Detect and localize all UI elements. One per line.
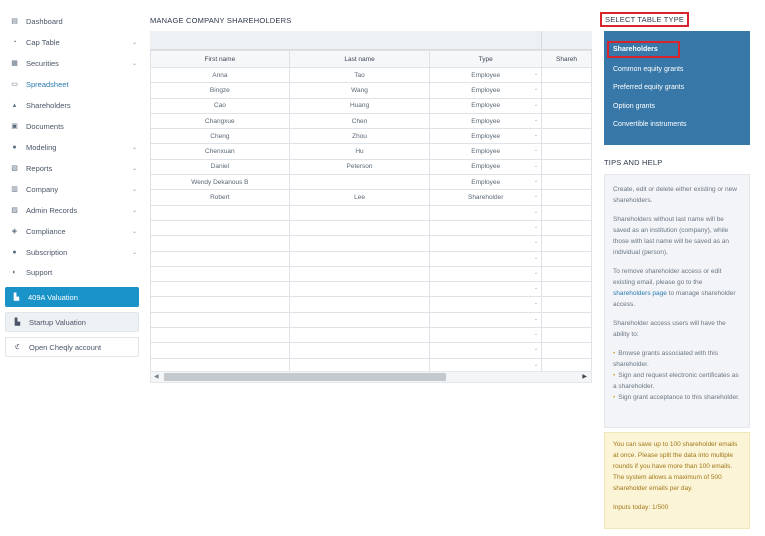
cell-last-name[interactable] [289,205,430,220]
table-row [151,113,592,128]
cell-last-name[interactable] [289,343,430,358]
sidebar-item-label: Subscription [26,247,68,257]
shareholders-grid [150,31,592,384]
table-type-shareholders[interactable]: Shareholders [607,41,680,58]
button-label: Open Cheqly account [29,342,102,352]
shield-icon: ◈ [11,228,18,235]
lightbulb-icon: ● [12,143,17,151]
column-header-type[interactable]: Type [430,51,542,68]
table-row [151,175,592,190]
cell-last-name[interactable] [289,328,430,343]
cell-last-name[interactable]: Peterson [289,159,430,174]
tip-bullet [613,370,741,392]
cell-last-name[interactable] [289,175,430,190]
table-row [151,220,592,235]
chevron-down-icon[interactable]: ⌄ [533,101,539,108]
cell-first-name[interactable] [151,343,290,358]
chevron-down-icon[interactable]: ⌄ [533,86,539,93]
cell-first-name[interactable] [151,282,290,297]
bullet-icon: • [613,394,616,401]
cell-type-select[interactable] [430,220,542,235]
cell-type-select[interactable] [430,251,542,266]
table-row [151,190,592,205]
cell-first-name[interactable] [151,205,290,220]
cell-first-name[interactable]: Anna [151,68,290,83]
sidebar-item-label: Compliance [26,226,66,236]
cell-type-select[interactable] [430,312,542,327]
cell-last-name[interactable]: Huang [289,98,430,113]
sidebar-item-label: Support [26,267,53,277]
cell-shareholder[interactable] [542,236,592,251]
cell-shareholder[interactable] [542,159,592,174]
sidebar-item-subscription[interactable] [0,242,148,262]
cell-first-name[interactable]: Bingze [151,83,290,98]
cell-shareholder[interactable] [542,312,592,327]
cell-last-name[interactable]: Zhou [289,129,430,144]
table-type-option-grants[interactable]: Option grants [613,103,656,110]
note-text: You can save up to 100 shareholder emails at once. Please split the data into multiple rounds if you have more than 100 emails. The system allows a maximum of 500 shareholder emails per day. [613,441,738,492]
cell-first-name[interactable] [151,328,290,343]
cell-shareholder[interactable] [542,98,592,113]
building-icon: ▥ [11,186,18,193]
select-table-type-title: SELECT TABLE TYPE [600,12,689,27]
cell-shareholder[interactable] [542,113,592,128]
cell-type-select[interactable] [430,282,542,297]
sidebar-item-admin-records[interactable] [0,200,148,220]
sidebar-item-documents[interactable] [0,116,148,136]
table-type-convertible-instruments[interactable]: Convertible instruments [613,121,687,128]
bullet-icon: • [613,372,616,379]
tip-bullet [613,348,741,370]
chevron-down-icon: ⌄ [132,207,138,214]
table-row [151,266,592,281]
chevron-down-icon[interactable]: ⌄ [533,116,539,123]
cell-type-value: Shareholder [467,194,504,202]
cell-first-name[interactable] [151,251,290,266]
cell-type-select[interactable] [430,113,542,128]
table-row [151,297,592,312]
chevron-down-icon[interactable]: ⌄ [533,331,539,338]
cell-shareholder[interactable] [542,144,592,159]
table-type-panel [604,31,750,145]
chevron-down-icon[interactable]: ⌄ [533,71,539,77]
chevron-down-icon: ⌄ [132,39,138,46]
records-icon: ▨ [11,207,18,214]
sidebar-item-securities[interactable] [0,53,148,73]
cell-last-name[interactable]: Chen [289,113,430,128]
sidebar-item-label: Cap Table [26,37,60,47]
startup-valuation-button[interactable] [5,312,139,332]
column-header-last-name[interactable]: Last name [289,51,430,68]
cell-first-name[interactable] [151,297,290,312]
cell-type-select[interactable] [430,83,542,98]
button-label: 409A Valuation [28,292,78,302]
sidebar-item-label: Reports [26,163,53,173]
cell-type-select[interactable] [430,328,542,343]
chevron-down-icon[interactable]: ⌄ [533,208,539,215]
chevron-down-icon: ⌄ [132,186,138,193]
open-cheqly-account-button[interactable] [5,337,139,357]
cell-shareholder[interactable] [542,175,592,190]
chevron-down-icon: ⌄ [132,228,138,235]
spreadsheet-icon: ▭ [11,81,18,88]
cell-type-select[interactable] [430,68,542,83]
cell-last-name[interactable] [289,220,430,235]
cell-first-name[interactable]: Robert [151,190,290,205]
table-row [151,68,592,83]
chevron-down-icon[interactable]: ⌄ [533,223,539,230]
cell-last-name[interactable] [289,236,430,251]
cell-shareholder[interactable] [542,343,592,358]
cell-shareholder[interactable] [542,251,592,266]
sidebar-item-label: Modeling [26,142,57,152]
chevron-down-icon[interactable]: ⌄ [533,254,539,261]
table-type-common-equity-grants[interactable]: Common equity grants [613,66,684,73]
cell-type-value: Employee [471,117,501,125]
table-row [151,144,592,159]
chevron-down-icon[interactable]: ⌄ [533,315,539,322]
column-header-first-name[interactable]: First name [151,51,290,68]
sidebar-item-label: Company [26,184,59,194]
chevron-down-icon: ⌄ [132,144,138,151]
chevron-down-icon[interactable]: ⌄ [533,193,539,200]
cell-shareholder[interactable] [542,328,592,343]
report-icon: ▧ [11,165,18,172]
table-header-row [151,51,592,68]
cell-shareholder[interactable] [542,68,592,83]
cell-first-name[interactable] [151,266,290,281]
cell-first-name[interactable]: Cheng [151,129,290,144]
shareholders-table [150,50,592,374]
tip-text-part: To remove shareholder access or edit existing email, please go to the [613,268,722,286]
table-row [151,236,592,251]
cell-last-name[interactable] [289,266,430,281]
tip-text: Create, edit or delete either existing or new shareholders. [613,186,737,204]
table-type-preferred-equity-grants[interactable]: Preferred equity grants [613,84,685,91]
chevron-down-icon[interactable]: ⌄ [533,300,539,307]
cell-shareholder[interactable] [542,129,592,144]
cell-shareholder[interactable] [542,83,592,98]
cell-first-name[interactable] [151,236,290,251]
cell-type-select[interactable] [430,236,542,251]
cell-shareholder[interactable] [542,266,592,281]
scroll-left-icon[interactable]: ◀ [154,374,159,380]
bullet-icon: • [613,350,616,357]
sidebar-item-label: Admin Records [26,205,78,215]
sidebar-item-label: Securities [26,58,59,68]
cell-type-value: Employee [471,86,501,94]
cell-last-name[interactable] [289,312,430,327]
cell-type-value: Employee [471,163,501,171]
cell-first-name[interactable]: Daniel [151,159,290,174]
sidebar-item-shareholders[interactable] [0,95,148,115]
sidebar-item-support[interactable] [0,262,148,282]
table-row [151,129,592,144]
table-row [151,343,592,358]
chevron-down-icon[interactable]: ⌄ [533,132,539,139]
chevron-down-icon: ⌄ [132,249,138,256]
sidebar-item-dashboard[interactable] [0,11,148,31]
chevron-down-icon[interactable]: ⌄ [533,269,539,276]
sidebar-item-label: Shareholders [26,100,71,110]
tip-bullet-text: Browse grants associated with this shareholder. [613,350,718,368]
cell-type-select[interactable] [430,144,542,159]
cell-first-name[interactable] [151,220,290,235]
sidebar-item-cap-table[interactable] [0,32,148,52]
chevron-down-icon[interactable]: ⌄ [533,346,539,353]
sidebar-item-company[interactable] [0,179,148,199]
pie-chart-icon: ◔ [12,38,17,46]
info-icon: ● [12,248,17,256]
grid-header-band [150,31,592,50]
table-row [151,328,592,343]
tip-text: Shareholders without last name will be saved as an institution (company), while those with last name will be saved as an individual (person). [613,216,729,256]
sidebar-item-modeling[interactable] [0,137,148,157]
cell-type-select[interactable] [430,159,542,174]
column-divider [541,31,542,50]
chevron-down-icon[interactable]: ⌄ [533,162,539,169]
tips-box [604,174,750,428]
cell-type-value: Employee [471,71,501,79]
folder-icon: ▣ [11,123,18,130]
cell-first-name[interactable]: Wendy Dekanous B [151,175,290,190]
table-row [151,312,592,327]
tip-text: Shareholder access users will have the ability to: [613,320,726,338]
cell-type-value: Employee [471,178,501,186]
horizontal-scrollbar[interactable] [150,371,592,383]
chevron-down-icon[interactable]: ⌄ [533,239,539,246]
cell-type-select[interactable] [430,175,542,190]
cell-first-name[interactable]: Changxue [151,113,290,128]
scrollbar-thumb[interactable] [164,373,446,381]
cell-type-select[interactable] [430,129,542,144]
cell-last-name[interactable] [289,282,430,297]
cell-last-name[interactable]: Wang [289,83,430,98]
cell-last-name[interactable]: Lee [289,190,430,205]
cell-first-name[interactable]: Cao [151,98,290,113]
cell-last-name[interactable] [289,297,430,312]
chevron-down-icon: ⌄ [132,165,138,172]
document-icon: ▦ [11,60,18,67]
dashboard-icon: ▤ [11,18,18,25]
table-row [151,159,592,174]
cell-type-value: Employee [471,148,501,156]
chevron-down-icon[interactable]: ⌄ [533,178,539,185]
cell-shareholder[interactable] [542,205,592,220]
cell-type-select[interactable] [430,205,542,220]
cell-type-select[interactable] [430,98,542,113]
chevron-down-icon[interactable]: ⌄ [533,361,539,368]
cell-first-name[interactable] [151,312,290,327]
cell-last-name[interactable] [289,251,430,266]
page-title: MANAGE COMPANY SHAREHOLDERS [150,16,292,25]
sidebar [0,0,148,536]
column-header-shareholder[interactable]: Shareh [542,51,592,68]
cell-first-name[interactable]: Chenxuan [151,144,290,159]
cell-shareholder[interactable] [542,282,592,297]
tip-text-part: to manage shareholder access. [613,290,736,308]
table-row [151,83,592,98]
cell-type-select[interactable] [430,343,542,358]
sidebar-item-compliance[interactable] [0,221,148,241]
tip-bullet-text: Sign grant acceptance to this shareholder. [618,394,740,401]
email-limit-note [604,432,750,529]
scroll-right-icon[interactable]: ▶ [582,374,587,380]
sidebar-item-label: Dashboard [26,16,63,26]
tip-bullet [613,392,741,403]
cell-type-select[interactable] [430,190,542,205]
cell-shareholder[interactable] [542,297,592,312]
chevron-down-icon[interactable]: ⌄ [533,285,539,292]
user-icon: ▴ [12,102,17,109]
table-row [151,98,592,113]
409a-valuation-button[interactable] [5,287,139,307]
sidebar-item-spreadsheet[interactable] [0,74,148,94]
cell-type-value: Employee [471,102,501,110]
inputs-today-counter: Inputs today: 1/500 [613,504,669,511]
tip-bullet-text: Sign and request electronic certificates as a shareholder. [613,372,739,390]
sidebar-item-reports[interactable] [0,158,148,178]
support-icon: ◐ [12,268,17,276]
shareholders-page-link[interactable]: shareholders page [613,290,667,297]
cell-type-select[interactable] [430,297,542,312]
button-label: Startup Valuation [29,317,86,327]
table-row [151,251,592,266]
cell-shareholder[interactable] [542,190,592,205]
tips-title: TIPS AND HELP [604,158,663,167]
tip-text [613,266,741,310]
cell-shareholder[interactable] [542,220,592,235]
cell-last-name[interactable]: Hu [289,144,430,159]
cell-type-value: Employee [471,132,501,140]
sidebar-item-label: Spreadsheet [26,79,69,89]
document-icon: ▙ [13,294,20,301]
tip-bullet-list [613,348,741,403]
document-icon: ▙ [14,319,21,326]
chevron-down-icon[interactable]: ⌄ [533,147,539,154]
sidebar-item-label: Documents [26,121,64,131]
cheqly-logo-icon: ℭ [15,344,20,351]
chevron-down-icon: ⌄ [132,60,138,67]
table-row [151,205,592,220]
cell-last-name[interactable]: Tao [289,68,430,83]
table-row [151,282,592,297]
cell-type-select[interactable] [430,266,542,281]
